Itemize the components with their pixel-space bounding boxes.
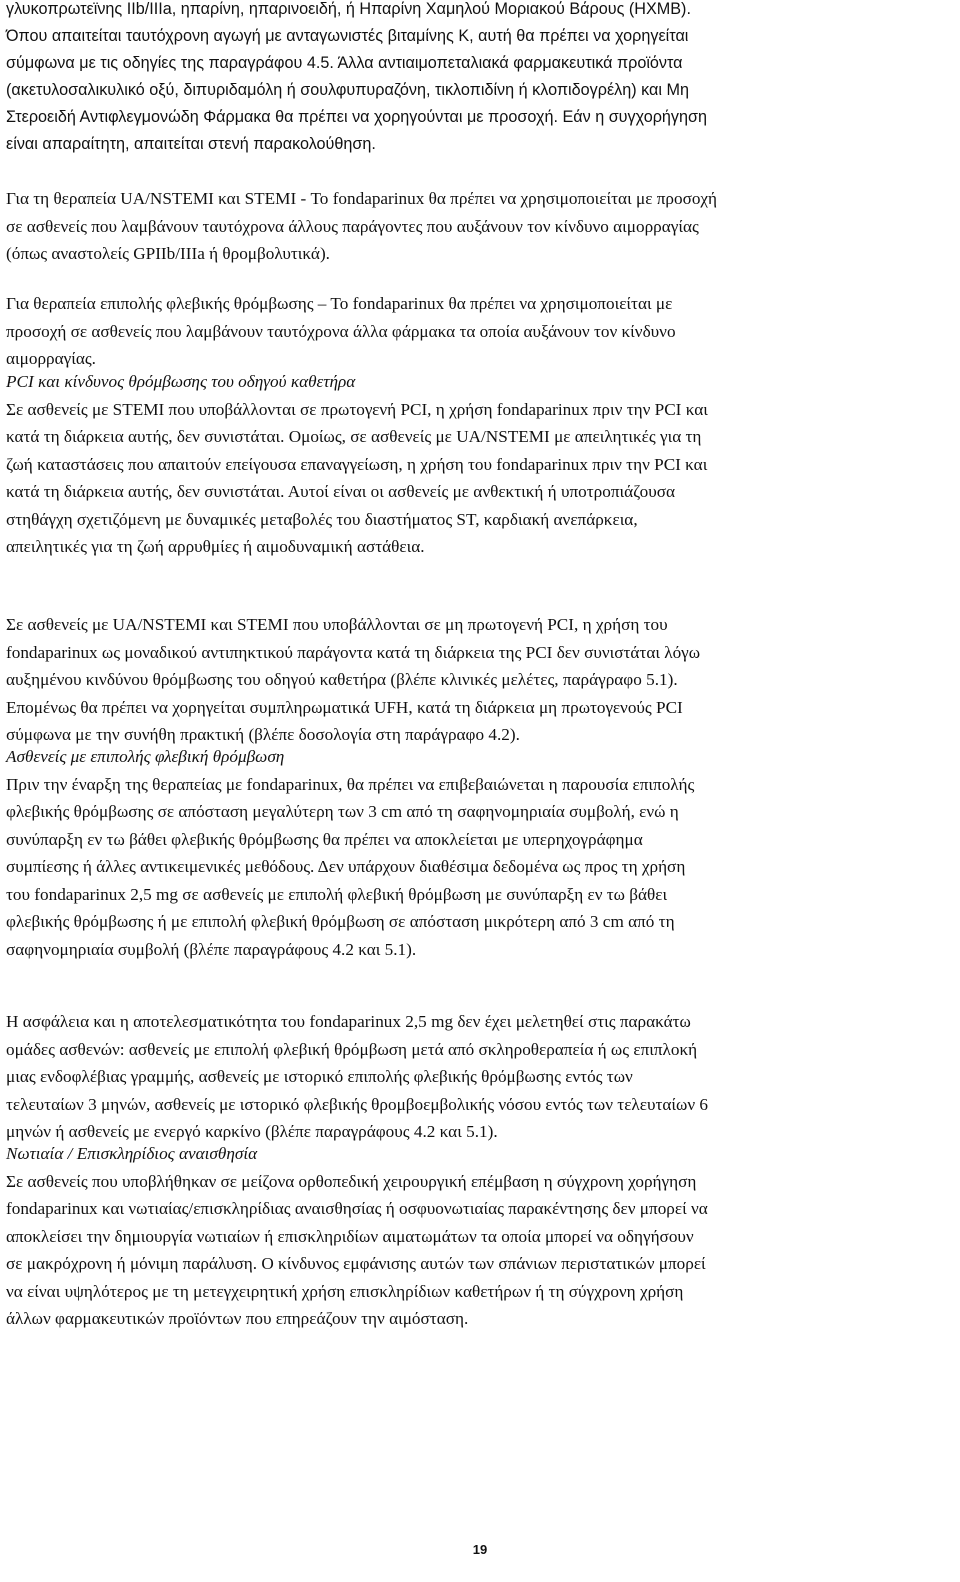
text-line: ζωή καταστάσεις που απαιτούν επείγουσα επαναγγείωση, η χρήση του fondaparinux πριν την PCI και	[6, 454, 708, 474]
text-line: συμπίεσης ή άλλες αντικειμενικές μεθόδους. Δεν υπάρχουν διαθέσιμα δεδομένα ως προς τη χρήση	[6, 857, 686, 876]
text-line: Σε ασθενείς με UA/NSTEMI και STEMI που υποβάλλονται σε μη πρωτογενή PCI, η χρήση του	[6, 615, 668, 634]
text-line: συνύπαρξη εν τω βάθει φλεβικής θρόμβωσης θα πρέπει να αποκλείεται με υπερηχογράφημα	[6, 829, 643, 849]
svt-section	[6, 743, 694, 963]
text-line: Η ασφάλεια και η αποτελεσματικότητα του fondaparinux 2,5 mg δεν έχει μελετηθεί στις παρακάτω	[6, 1012, 691, 1031]
text-line: μιας ενδοφλέβιας γραμμής, ασθενείς με ιστορικό επιπολής φλεβικής θρόμβωσης εντός των	[6, 1067, 633, 1086]
text-line: Όπου απαιτείται ταυτόχρονη αγωγή με ανταγωνιστές βιταμίνης Κ, αυτή θα πρέπει να χορηγείται	[6, 27, 689, 45]
text-line: σύμφωνα με τις οδηγίες της παραγράφου 4.5. Άλλα αντιαιμοπεταλιακά φαρμακευτικά προϊόντα	[6, 54, 683, 72]
svt-paragraph-2	[6, 1008, 708, 1146]
text-line: κατά τη διάρκεια αυτής, δεν συνιστάται. Αυτοί είναι οι ασθενείς με ανθεκτική ή υποτροπιάζουσα	[6, 482, 675, 501]
text-line: αποκλείσει την δημιουργία νωτιαίων ή επισκληριδίων αιματωμάτων τα οποία μπορεί να οδηγήσουν	[6, 1226, 694, 1246]
text-line: στηθάγχη σχετιζόμενη με δυναμικές μεταβολές του διαστήματος ST, καρδιακή ανεπάρκεια,	[6, 509, 638, 529]
text-line: μηνών ή ασθενείς με ενεργό καρκίνο (βλέπε παραγράφους 4.2 και 5.1).	[6, 1122, 498, 1141]
text-line: Πριν την έναρξη της θεραπείας με fondaparinux, θα πρέπει να επιβεβαιώνεται η παρουσία επιπολής	[6, 774, 695, 794]
text-line: Επομένως θα πρέπει να χορηγείται συμπληρωματικά UFH, κατά τη διάρκεια μη πρωτογενούς PCI	[6, 697, 683, 717]
text-line: fondaparinux και νωτιαίας/επισκληρίδιας αναισθησίας ή οσφυονωτιαίας παρακέντησης δεν μπορεί να	[6, 1199, 708, 1218]
text-line: fondaparinux ως μοναδικού αντιπηκτικού παράγοντα κατά τη διάρκεια της PCI δεν συνιστάται λόγω	[6, 642, 701, 662]
pci-heading: PCI και κίνδυνος θρόμβωσης του οδηγού καθετήρα	[6, 372, 356, 391]
spinal-heading: Νωτιαία / Επισκληρίδιος αναισθησία	[6, 1144, 258, 1163]
text-line: σε μακρόχρονη ή μόνιμη παράλυση. Ο κίνδυνος εμφάνισης αυτών των σπάνιων περιστατικών μπορεί	[6, 1254, 706, 1273]
pci-section	[6, 368, 708, 561]
text-line: να είναι υψηλότερος με τη μετεγχειρητική χρήση επισκληρίδιων καθετήρων ή τη σύγχρονη χρήση	[6, 1281, 684, 1301]
text-line: (ακετυλοσαλικυλικό οξύ, διπυριδαμόλη ή σουλφυπυραζόνη, τικλοπιδίνη ή κλοπιδογρέλη) και Μη	[6, 81, 689, 99]
text-line: Σε ασθενείς με STEMI που υποβάλλονται σε πρωτογενή PCI, η χρήση fondaparinux πριν την PCI και	[6, 399, 708, 419]
intro-paragraph	[6, 0, 707, 158]
text-line: Στεροειδή Αντιφλεγμονώδη Φάρμακα θα πρέπει να χορηγούνται με προσοχή. Εάν η συγχορήγηση	[6, 108, 707, 126]
text-line: προσοχή σε ασθενείς που λαμβάνουν ταυτόχρονα άλλα φάρμακα τα οποία αυξάνουν τον κίνδυνο	[6, 321, 676, 341]
spinal-section	[6, 1140, 708, 1333]
text-line: γλυκοπρωτεϊνης IIb/IIIa, ηπαρίνη, ηπαρινοειδή, ή Ηπαρίνη Χαμηλού Μοριακού Βάρους (ΗΧΜΒ).	[6, 0, 691, 18]
ua-stemi-paragraph	[6, 185, 717, 268]
text-line: Για τη θεραπεία UA/NSTEMI και STEMI - Το fondaparinux θα πρέπει να χρησιμοποιείται με προσοχή	[6, 189, 718, 208]
text-line: είναι απαραίτητη, απαιτείται στενή παρακολούθηση.	[6, 135, 376, 153]
text-line: αυξημένου κινδύνου θρόμβωσης του οδηγού καθετήρα (βλέπε κλινικές μελέτες, παράγραφο 5.1).	[6, 670, 678, 689]
text-line: ομάδες ασθενών: ασθενείς με επιπολή φλεβική θρόμβωση μετά από σκληροθεραπεία ή ως επιπλοκή	[6, 1039, 698, 1059]
text-line: (όπως αναστολείς GPIIb/IIIa ή θρομβολυτικά).	[6, 244, 330, 263]
text-line: φλεβικής θρόμβωσης σε απόσταση μεγαλύτερη των 3 cm από τη σαφηνομηριαία συμβολή, ενώ η	[6, 802, 679, 821]
svt-treatment-paragraph	[6, 290, 676, 373]
text-line: απειλητικές για τη ζωή αρρυθμίες ή αιμοδυναμική αστάθεια.	[6, 537, 425, 556]
page-number: 19	[472, 1542, 488, 1557]
text-line: φλεβικής θρόμβωσης ή με επιπολή φλεβική θρόμβωση σε απόσταση μικρότερη από 3 cm από τη	[6, 912, 675, 931]
text-line: Σε ασθενείς που υποβλήθηκαν σε μείζονα ορθοπεδική χειρουργική επέμβαση η σύγχρονη χορήγηση	[6, 1171, 697, 1191]
text-line: τελευταίων 3 μηνών, ασθενείς με ιστορικό φλεβικής θρομβοεμβολικής νόσου εντός των τελευταίων 6	[6, 1094, 709, 1114]
text-line: σαφηνομηριαία συμβολή (βλέπε παραγράφους 4.2 και 5.1).	[6, 939, 417, 959]
text-line: κατά τη διάρκεια αυτής, δεν συνιστάται. Ομοίως, σε ασθενείς με UA/NSTEMI με απειλητικές για τη	[6, 427, 702, 446]
text-line: του fondaparinux 2,5 mg σε ασθενείς με επιπολή φλεβική θρόμβωση με συνύπαρξη εν τω βάθει	[6, 884, 668, 904]
svt-heading: Ασθενείς με επιπολής φλεβική θρόμβωση	[6, 747, 285, 766]
text-line: άλλων φαρμακευτικών προϊόντων που επηρεάζουν την αιμόσταση.	[6, 1309, 469, 1328]
text-line: σε ασθενείς που λαμβάνουν ταυτόχρονα άλλους παράγοντες που αυξάνουν τον κίνδυνο αιμορραγίας	[6, 216, 699, 236]
pci-paragraph-2	[6, 611, 700, 749]
text-line: σύμφωνα με την συνήθη πρακτική (βλέπε δοσολογία στη παράγραφο 4.2).	[6, 725, 520, 744]
text-line: Για θεραπεία επιπολής φλεβικής θρόμβωσης – Το fondaparinux θα πρέπει να χρησιμοποιείται με	[6, 294, 673, 313]
text-line: αιμορραγίας.	[6, 349, 96, 368]
